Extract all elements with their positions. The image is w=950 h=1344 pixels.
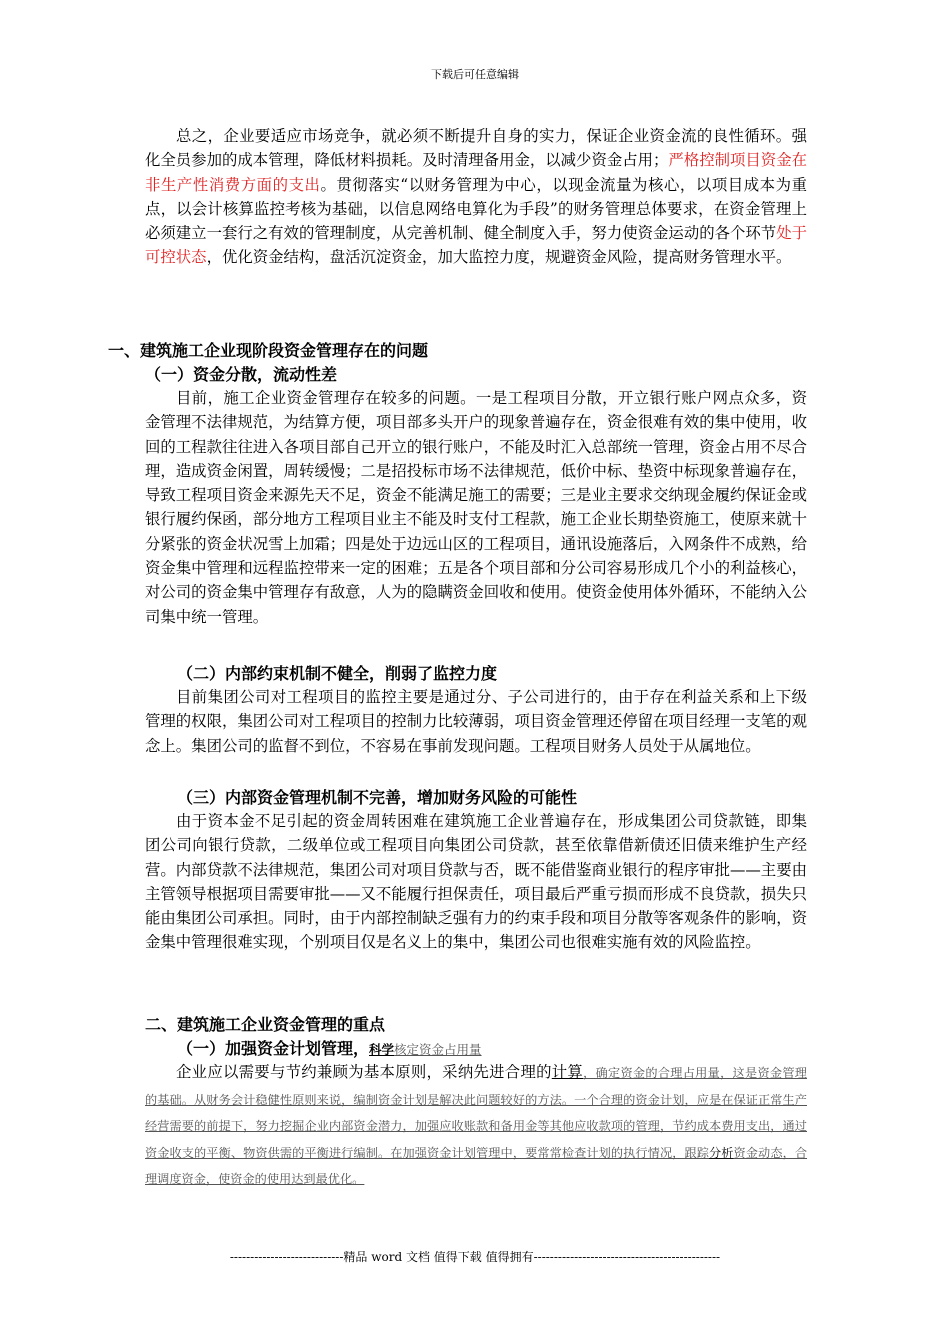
section-2-sub-1-title-keyword: 科学 bbox=[369, 1042, 395, 1057]
section-2-sub-1-title-main: （一）加强资金计划管理， bbox=[177, 1039, 370, 1058]
section-2-sub-1-body-note-1: ，确定资金的合理占用量，这是资金管理的基础。从财务会计稳健性原则来说，编制资金计划是解决此问题较好的方法。一个合理的资金计划，应是在保证正常生产经营需要的前提下，努力挖掘企业内部资金潜力，加强应收账款和备用金等其他应收款项的管理，节约成本费用支出，通过资金收支的平衡、物资供需的平衡进行编制。在加强资金计划管理中，要常常检查计划的执行情况，跟踪 bbox=[145, 1066, 807, 1160]
section-1-title: 一、建筑施工企业现阶段资金管理存在的问题 bbox=[108, 341, 429, 360]
section-1-sub-1-body: 目前，施工企业资金管理存在较多的问题。一是工程项目分散，开立银行账户网点众多，资金管理不法律规范，为结算方便，项目部多头开户的现象普遍存在，资金很难有效的集中使用，收回的工程款往往进入各项目部自己开立的银行账户，不能及时汇入总部统一管理，资金占用不尽合理，造成资金闲置，周转缓慢；二是招投标市场不法律规范，低价中标、垫资中标现象普遍存在，导致工程项目资金来源先天不足，资金不能满足施工的需要；三是业主要求交纳现金履约保证金或银行履约保函，部分地方工程项目业主不能及时支付工程款，施工企业长期垫资施工，使原来就十分紧张的资金状况雪上加霜；四是处于边远山区的工程项目，通讯设施落后，入网条件不成熟，给资金集中管理和远程监控带来一定的困难；五是各个项目部和分公司容易形成几个小的利益核心，对公司的资金集中管理存有敌意，人为的隐瞒资金回收和使用。使资金使用体外循环，不能纳入公司集中统一管理。 bbox=[145, 389, 807, 626]
intro-highlight-1: 严格控制项目资金在非生产性消费方面的支出 bbox=[145, 151, 807, 194]
page-footer: ----------------------------精品 word 文档 值得下载 值得拥有---------------------------------------------- bbox=[229, 1250, 721, 1264]
section-1-sub-2-body: 目前集团公司对工程项目的监控主要是通过分、子公司进行的，由于存在利益关系和上下级管理的权限，集团公司对工程项目的控制力比较薄弱，项目资金管理还停留在项目经理一支笔的观念上。集团公司的监督不到位，不容易在事前发现问题。工程项目财务人员处于从属地位。 bbox=[145, 688, 807, 755]
intro-text-1: 总之，企业要适应市场竞争，就必须不断提升自身的实力，保证企业资金流的良性循环。强化全员参加的成本管理，降低材料损耗。及时清理备用金，以减少资金占用； bbox=[145, 127, 807, 170]
intro-highlight-2: 处于可控状态 bbox=[145, 224, 807, 267]
section-2-sub-1-body bbox=[145, 1060, 807, 1193]
section-1-sub-1-title: （一）资金分散，流动性差 bbox=[145, 365, 338, 384]
section-1-sub-3-body: 由于资本金不足引起的资金周转困难在建筑施工企业普遍存在，形成集团公司贷款链，即集团公司向银行贷款，二级单位或工程项目向集团公司贷款，甚至依靠借新债还旧债来维护生产经营。内部贷款不法律规范，集团公司对项目贷款与否，既不能借鉴商业银行的程序审批——主要由主管领导根据项目需要审批——又不能履行担保责任，项目最后严重亏损而形成不良贷款，损失只能由集团公司承担。同时，由于内部控制缺乏强有力的约束手段和项目分散等客观条件的影响，资金集中管理很难实现，个别项目仅是名义上的集中，集团公司也很难实施有效的风险监控。 bbox=[145, 812, 807, 952]
intro-text-2: 。贯彻落实“以财务管理为中心，以现金流量为核心，以项目成本为重点，以会计核算监控考核为基础，以信息网络电算化为手段”的财务管理总体要求，在资金管理上必须建立一套行之有效的管理制度，从完善机制、健全制度入手，努力使资金运动的各个环节 bbox=[145, 175, 807, 243]
section-2-sub-1-title bbox=[177, 1036, 482, 1059]
section-2-title: 二、建筑施工企业资金管理的重点 bbox=[145, 1015, 386, 1034]
section-2-sub-1-body-note-2: 资金动态，合理调度资金，使资金的使用达到最优化。 bbox=[145, 1145, 808, 1187]
section-1-sub-2-title: （二）内部约束机制不健全，削弱了监控力度 bbox=[177, 664, 498, 683]
page-header: 下载后可任意编辑 bbox=[431, 68, 519, 81]
section-2-sub-1-body-term: 计算 bbox=[551, 1063, 584, 1081]
section-1-sub-3-title: （三）内部资金管理机制不完善，增加财务风险的可能性 bbox=[177, 788, 578, 807]
intro-paragraph bbox=[145, 124, 807, 270]
intro-text-3: ，优化资金结构，盘活沉淀资金，加大监控力度，规避资金风险，提高财务管理水平。 bbox=[206, 248, 792, 267]
section-2-sub-1-body-note-keyword: 分析 bbox=[709, 1145, 734, 1160]
section-2-sub-1-body-lead: 企业应以需要与节约兼顾为基本原则，采纳先进合理的 bbox=[176, 1063, 552, 1081]
section-2-sub-1-title-tail: 核定资金占用量 bbox=[394, 1042, 482, 1057]
